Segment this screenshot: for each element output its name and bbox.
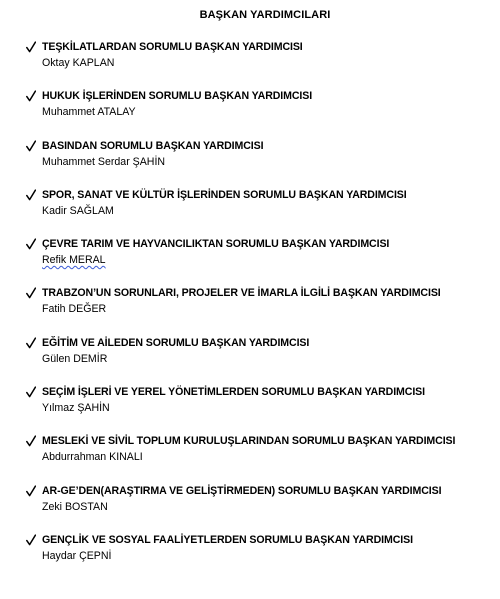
role-title: MESLEKİ VE SİVİL TOPLUM KURULUŞLARINDAN SORUMLU BAŞKAN YARDIMCISI xyxy=(42,435,456,448)
checkmark-icon xyxy=(26,90,36,102)
role-title: SPOR, SANAT VE KÜLTÜR İŞLERİNDEN SORUMLU BAŞKAN YARDIMCISI xyxy=(42,188,407,201)
person-name: Haydar ÇEPNİ xyxy=(42,549,112,562)
person-name: Oktay KAPLAN xyxy=(42,57,115,69)
role-title: BASINDAN SORUMLU BAŞKAN YARDIMCISI xyxy=(42,139,264,152)
role-title: SEÇİM İŞLERİ VE YEREL YÖNETİMLERDEN SORUMLU BAŞKAN YARDIMCISI xyxy=(42,386,425,399)
checkmark-icon xyxy=(26,287,36,299)
list-item xyxy=(26,40,496,89)
role-title: HUKUK İŞLERİNDEN SORUMLU BAŞKAN YARDIMCISI xyxy=(42,90,313,103)
checkmark-icon xyxy=(26,534,36,546)
list-item xyxy=(26,336,496,385)
page-title: BAŞKAN YARDIMCILARI xyxy=(199,9,331,21)
person-name: Abdurrahman KINALI xyxy=(42,451,143,464)
role-title: ÇEVRE TARIM VE HAYVANCILIKTAN SORUMLU BAŞKAN YARDIMCISI xyxy=(42,238,390,251)
checkmark-icon xyxy=(26,485,36,497)
role-title: TRABZON’UN SORUNLARI, PROJELER VE İMARLA İLGİLİ BAŞKAN YARDIMCISI xyxy=(42,287,441,300)
person-name: Muhammet Serdar ŞAHİN xyxy=(42,155,166,168)
list-item xyxy=(26,434,496,483)
list-item xyxy=(26,188,496,237)
role-title: GENÇLİK VE SOSYAL FAALİYETLERDEN SORUMLU BAŞKAN YARDIMCISI xyxy=(42,533,413,546)
role-title: EĞİTİM VE AİLEDEN SORUMLU BAŞKAN YARDIMCISI xyxy=(42,336,310,349)
person-name: Muhammet ATALAY xyxy=(42,106,136,119)
list-item xyxy=(26,484,496,533)
checkmark-icon xyxy=(26,435,36,447)
checkmark-icon xyxy=(26,140,36,152)
person-name: Fatih DEĞER xyxy=(42,303,107,316)
checkmark-icon xyxy=(26,238,36,250)
person-name: Kadir SAĞLAM xyxy=(42,204,114,217)
list-item xyxy=(26,533,496,582)
person-name: Zeki BOSTAN xyxy=(42,500,108,513)
person-name: Yılmaz ŞAHİN xyxy=(42,402,110,415)
vice-president-list xyxy=(26,40,496,582)
role-title: AR-GE’DEN(ARAŞTIRMA VE GELİŞTİRMEDEN) SORUMLU BAŞKAN YARDIMCISI xyxy=(42,484,442,497)
role-title: TEŞKİLATLARDAN SORUMLU BAŞKAN YARDIMCISI xyxy=(42,41,303,53)
checkmark-icon xyxy=(26,337,36,349)
checkmark-icon xyxy=(26,189,36,201)
list-item xyxy=(26,385,496,434)
person-name: Refik MERAL xyxy=(42,254,106,267)
list-item xyxy=(26,139,496,188)
list-item xyxy=(26,237,496,286)
list-item xyxy=(26,89,496,138)
person-name: Gülen DEMİR xyxy=(42,352,108,365)
list-item xyxy=(26,286,496,335)
checkmark-icon xyxy=(26,41,36,53)
checkmark-icon xyxy=(26,386,36,398)
